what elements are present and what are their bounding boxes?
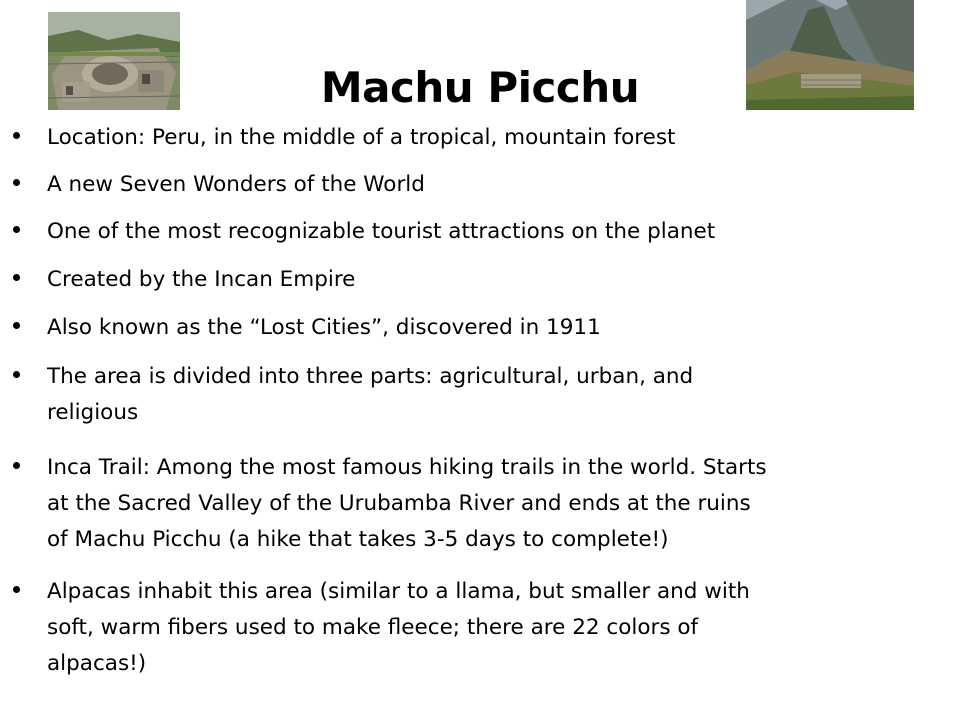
bullet-dot-icon	[13, 132, 20, 139]
bullet-text: religious	[47, 400, 139, 425]
bullet-dot-icon	[13, 462, 20, 469]
bullet-dot-icon	[13, 371, 20, 378]
bullet-text: Alpacas inhabit this area (similar to a llama, but smaller and with	[47, 579, 750, 604]
bullet-text: alpacas!)	[47, 651, 147, 676]
bullet-text: soft, warm fibers used to make fleece; there are 22 colors of	[47, 615, 699, 640]
bullet-dot-icon	[13, 274, 20, 281]
bullet-dot-icon	[13, 226, 20, 233]
bullet-text: Also known as the “Lost Cities”, discovered in 1911	[47, 315, 601, 340]
bullet-text: of Machu Picchu (a hike that takes 3-5 days to complete!)	[47, 527, 669, 552]
bullet-text: at the Sacred Valley of the Urubamba River and ends at the ruins	[47, 491, 751, 516]
bullet-text: One of the most recognizable tourist attractions on the planet	[47, 219, 716, 244]
bullet-dot-icon	[13, 322, 20, 329]
slide-title: Machu Picchu	[320, 63, 640, 112]
bullet-dot-icon	[13, 586, 20, 593]
bullet-text: Location: Peru, in the middle of a tropical, mountain forest	[47, 125, 676, 150]
bullet-text: Created by the Incan Empire	[47, 267, 356, 292]
bullet-text: A new Seven Wonders of the World	[47, 172, 425, 197]
bullet-text: The area is divided into three parts: agricultural, urban, and	[47, 364, 694, 389]
bullet-dot-icon	[13, 179, 20, 186]
bullet-text: Inca Trail: Among the most famous hiking trails in the world. Starts	[47, 455, 767, 480]
